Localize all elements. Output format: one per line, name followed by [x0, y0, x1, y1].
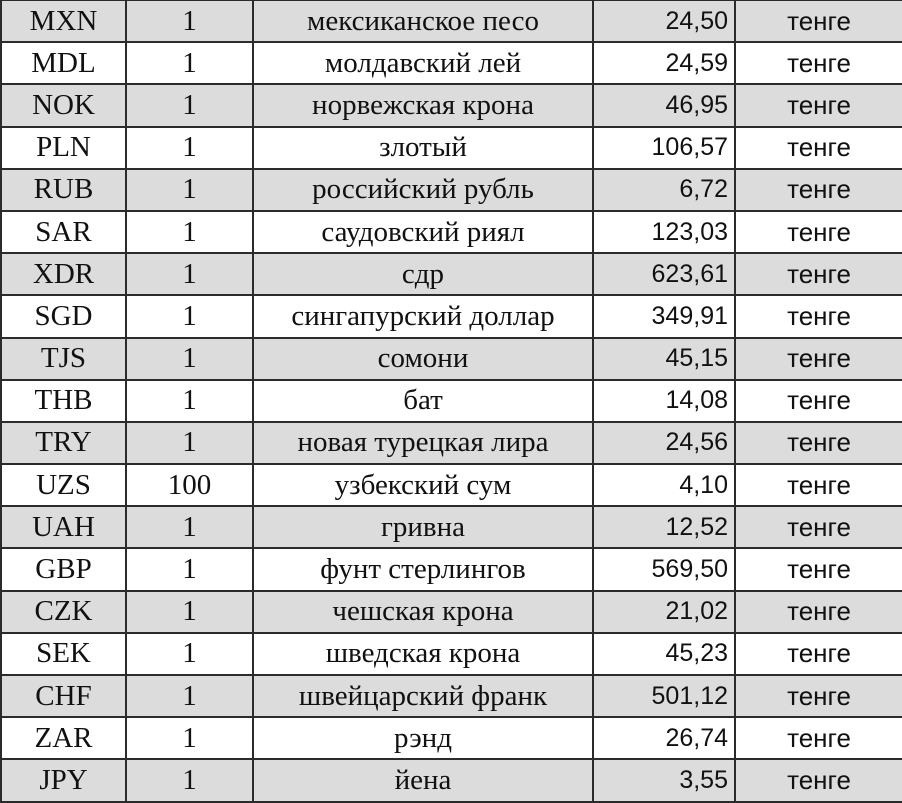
nominal-cell: 1: [126, 506, 253, 548]
nominal-cell: 1: [126, 759, 253, 801]
currency-code-cell: NOK: [1, 84, 126, 126]
table-row: [1, 675, 902, 717]
rate-unit-cell: тенге: [735, 0, 902, 42]
table-row: [1, 338, 902, 380]
table-row: [1, 127, 902, 169]
table-row: [1, 169, 902, 211]
rate-value-cell: 24,50: [593, 0, 735, 42]
table-row: [1, 422, 902, 464]
currency-name-cell: сингапурский доллар: [253, 295, 593, 337]
nominal-cell: 1: [126, 42, 253, 84]
currency-code-cell: PLN: [1, 127, 126, 169]
rate-unit-cell: тенге: [735, 591, 902, 633]
nominal-cell: 1: [126, 380, 253, 422]
currency-code-cell: CZK: [1, 591, 126, 633]
rate-value-cell: 21,02: [593, 591, 735, 633]
rate-unit-cell: тенге: [735, 338, 902, 380]
currency-code-cell: TRY: [1, 422, 126, 464]
currency-name-cell: гривна: [253, 506, 593, 548]
nominal-cell: 1: [126, 422, 253, 464]
rate-unit-cell: тенге: [735, 127, 902, 169]
table-row: [1, 380, 902, 422]
currency-code-cell: JPY: [1, 759, 126, 801]
rate-value-cell: 3,55: [593, 759, 735, 801]
rate-value-cell: 123,03: [593, 211, 735, 253]
currency-name-cell: сдр: [253, 253, 593, 295]
nominal-cell: 1: [126, 591, 253, 633]
currency-name-cell: мексиканское песо: [253, 0, 593, 42]
nominal-cell: 1: [126, 127, 253, 169]
rate-unit-cell: тенге: [735, 717, 902, 759]
currency-code-cell: THB: [1, 380, 126, 422]
currency-name-cell: молдавский лей: [253, 42, 593, 84]
currency-code-cell: TJS: [1, 338, 126, 380]
rate-unit-cell: тенге: [735, 42, 902, 84]
currency-code-cell: UZS: [1, 464, 126, 506]
currency-name-cell: норвежская крона: [253, 84, 593, 126]
currency-code-cell: SAR: [1, 211, 126, 253]
currency-name-cell: злотый: [253, 127, 593, 169]
table-row: [1, 464, 902, 506]
rate-unit-cell: тенге: [735, 506, 902, 548]
rate-value-cell: 46,95: [593, 84, 735, 126]
table-row: [1, 42, 902, 84]
rate-unit-cell: тенге: [735, 675, 902, 717]
rate-unit-cell: тенге: [735, 295, 902, 337]
table-row: [1, 633, 902, 675]
currency-code-cell: ZAR: [1, 717, 126, 759]
rate-value-cell: 26,74: [593, 717, 735, 759]
exchange-rate-table-body: [1, 0, 902, 802]
rate-value-cell: 24,56: [593, 422, 735, 464]
table-row: [1, 591, 902, 633]
rate-value-cell: 45,23: [593, 633, 735, 675]
nominal-cell: 1: [126, 675, 253, 717]
rate-unit-cell: тенге: [735, 548, 902, 590]
rate-unit-cell: тенге: [735, 464, 902, 506]
table-row: [1, 506, 902, 548]
nominal-cell: 100: [126, 464, 253, 506]
table-row: [1, 548, 902, 590]
table-row: [1, 253, 902, 295]
nominal-cell: 1: [126, 169, 253, 211]
rate-value-cell: 349,91: [593, 295, 735, 337]
currency-name-cell: рэнд: [253, 717, 593, 759]
currency-code-cell: SGD: [1, 295, 126, 337]
nominal-cell: 1: [126, 211, 253, 253]
table-row: [1, 84, 902, 126]
currency-code-cell: RUB: [1, 169, 126, 211]
table-row: [1, 759, 902, 801]
rate-value-cell: 4,10: [593, 464, 735, 506]
rate-unit-cell: тенге: [735, 422, 902, 464]
currency-name-cell: шведская крона: [253, 633, 593, 675]
currency-name-cell: узбекский сум: [253, 464, 593, 506]
rate-unit-cell: тенге: [735, 380, 902, 422]
rate-value-cell: 12,52: [593, 506, 735, 548]
rate-value-cell: 45,15: [593, 338, 735, 380]
currency-name-cell: фунт стерлингов: [253, 548, 593, 590]
rate-unit-cell: тенге: [735, 759, 902, 801]
currency-code-cell: UAH: [1, 506, 126, 548]
currency-name-cell: швейцарский франк: [253, 675, 593, 717]
currency-code-cell: SEK: [1, 633, 126, 675]
rate-value-cell: 6,72: [593, 169, 735, 211]
currency-name-cell: чешская крона: [253, 591, 593, 633]
currency-name-cell: российский рубль: [253, 169, 593, 211]
currency-name-cell: саудовский риял: [253, 211, 593, 253]
currency-name-cell: бат: [253, 380, 593, 422]
currency-code-cell: GBP: [1, 548, 126, 590]
rate-value-cell: 106,57: [593, 127, 735, 169]
rate-value-cell: 24,59: [593, 42, 735, 84]
currency-name-cell: сомони: [253, 338, 593, 380]
rate-unit-cell: тенге: [735, 84, 902, 126]
rate-value-cell: 623,61: [593, 253, 735, 295]
rate-unit-cell: тенге: [735, 253, 902, 295]
currency-code-cell: CHF: [1, 675, 126, 717]
nominal-cell: 1: [126, 253, 253, 295]
currency-name-cell: йена: [253, 759, 593, 801]
rate-value-cell: 501,12: [593, 675, 735, 717]
rate-value-cell: 569,50: [593, 548, 735, 590]
nominal-cell: 1: [126, 633, 253, 675]
currency-code-cell: XDR: [1, 253, 126, 295]
nominal-cell: 1: [126, 295, 253, 337]
rate-unit-cell: тенге: [735, 633, 902, 675]
currency-code-cell: MXN: [1, 0, 126, 42]
table-row: [1, 717, 902, 759]
rate-value-cell: 14,08: [593, 380, 735, 422]
table-row: [1, 0, 902, 42]
nominal-cell: 1: [126, 84, 253, 126]
currency-code-cell: MDL: [1, 42, 126, 84]
table-row: [1, 295, 902, 337]
currency-name-cell: новая турецкая лира: [253, 422, 593, 464]
nominal-cell: 1: [126, 338, 253, 380]
nominal-cell: 1: [126, 0, 253, 42]
rate-unit-cell: тенге: [735, 169, 902, 211]
nominal-cell: 1: [126, 717, 253, 759]
rate-unit-cell: тенге: [735, 211, 902, 253]
nominal-cell: 1: [126, 548, 253, 590]
table-row: [1, 211, 902, 253]
